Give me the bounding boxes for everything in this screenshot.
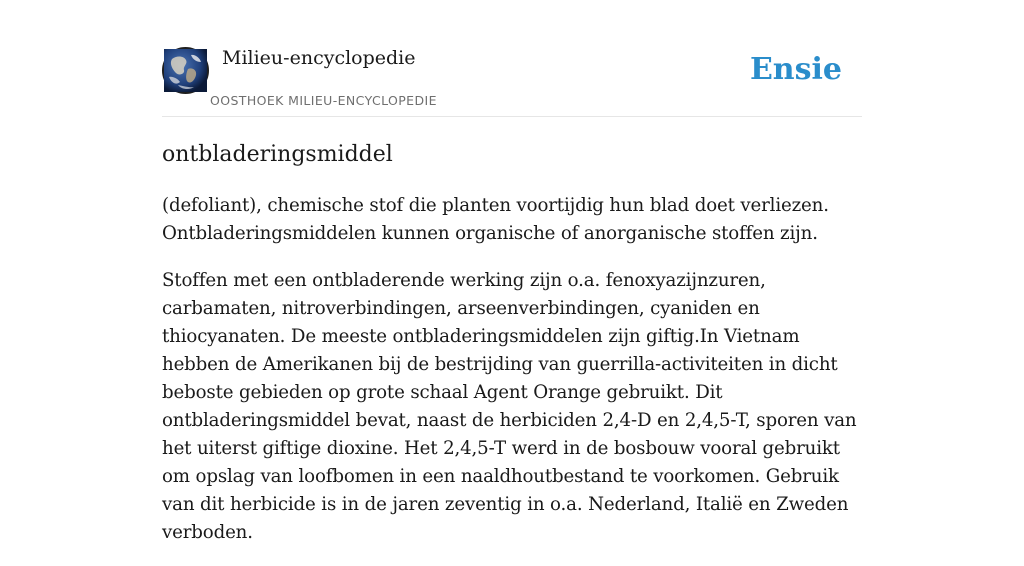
header	[162, 40, 862, 117]
article-paragraph: (defoliant), chemische stof die planten voortijdig hun blad doet verliezen. Ontbladeringsmiddelen kunnen organische of anorganische stoffen zijn.	[162, 195, 829, 244]
article-paragraph: Stoffen met een ontbladerende werking zijn o.a. fenoxyazijnzuren, carbamaten, nitroverbindingen, arseenverbindingen, cyaniden en thiocyanaten. De meeste ontbladeringsmiddelen zijn giftig.In Vietnam hebben de Amerikanen bij de bestrijding van guerrilla-activiteiten in dicht beboste gebieden op grote schaal Agent Orange gebruikt. Dit ontbladeringsmiddel bevat, naast de herbiciden 2,4-D en 2,4,5-T, sporen van het uiterst giftige dioxine. Het 2,4,5-T werd in de bosbouw vooral gebruikt om opslag van loofbomen in een naaldhoutbestand te voorkomen. Gebruik van dit herbicide is in de jaren zeventig in o.a. Nederland, Italië en Zweden verboden.	[162, 270, 857, 543]
earth-globe-icon[interactable]	[162, 47, 209, 94]
article-title: ontbladeringsmiddel	[162, 142, 393, 167]
article-body	[162, 192, 867, 566]
source-name[interactable]: Milieu-encyclopedie	[222, 47, 416, 69]
brand-logo-link[interactable]: Ensie	[749, 52, 842, 87]
source-subtitle[interactable]: OOSTHOEK MILIEU-ENCYCLOPEDIE	[210, 93, 437, 108]
